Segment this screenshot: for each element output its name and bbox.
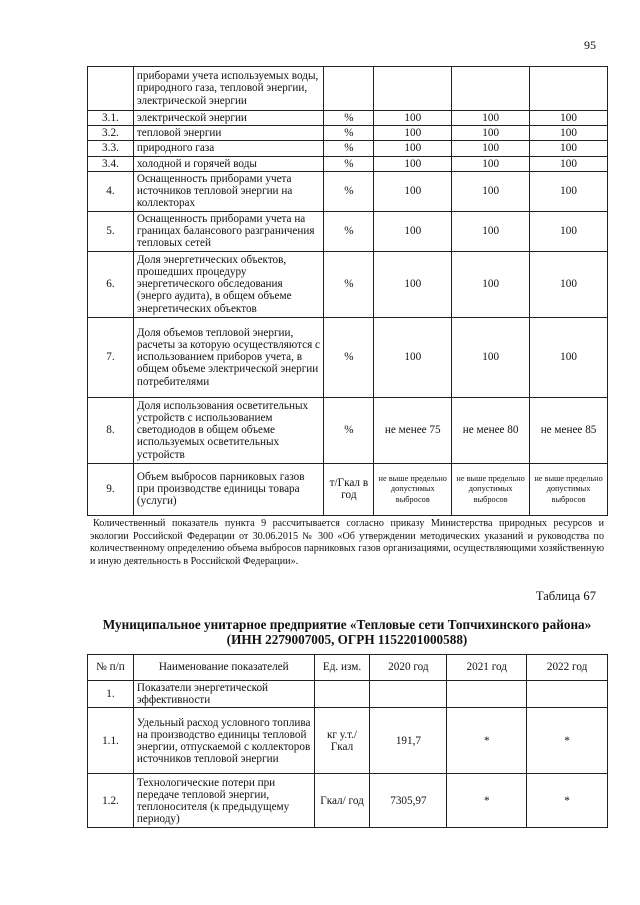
value-2021: 100 (452, 126, 530, 141)
table-row (88, 317, 608, 397)
value-2021: 100 (452, 111, 530, 126)
value-2021: не менее 80 (452, 397, 530, 463)
value-2022: * (527, 774, 608, 828)
table-caption: Таблица 67 (535, 589, 596, 603)
indicators-table-67 (87, 654, 608, 828)
row-number: 8. (88, 397, 134, 463)
value-2021: 100 (452, 171, 530, 211)
value-2020: 100 (374, 156, 452, 171)
header-2021: 2021 год (447, 655, 527, 681)
unit-cell (314, 681, 370, 708)
unit-cell: % (324, 156, 374, 171)
indicators-table-continued (87, 66, 608, 516)
value-2020: 100 (374, 111, 452, 126)
value-2022: 100 (530, 141, 608, 156)
value-2022: 100 (530, 211, 608, 251)
value-2021 (452, 67, 530, 111)
table-row (88, 111, 608, 126)
value-2020 (374, 67, 452, 111)
value-2021 (447, 681, 527, 708)
value-2020: не менее 75 (374, 397, 452, 463)
value-2020: 100 (374, 171, 452, 211)
unit-cell: кг у.т./ Гкал (314, 708, 370, 774)
indicator-name: электрической энергии (133, 111, 324, 126)
value-2020 (370, 681, 447, 708)
value-2021: 100 (452, 251, 530, 317)
row-number: 3.1. (88, 111, 134, 126)
indicator-name: Показатели энергетической эффективности (133, 681, 314, 708)
row-number: 6. (88, 251, 134, 317)
organization-title: Муниципальное унитарное предприятие «Тепловые сети Топчихинского района» (ИНН 2279007005, ОГРН 1152201000588) (102, 617, 592, 647)
value-2021: 100 (452, 156, 530, 171)
value-2022 (527, 681, 608, 708)
table-row (88, 126, 608, 141)
indicator-name: Доля энергетических объектов, прошедших процедуру энергетического обследования (энерго аудита), в общем объеме энергетических объектов (133, 251, 324, 317)
value-2021: 100 (452, 211, 530, 251)
row-number: 3.3. (88, 141, 134, 156)
footnote: Количественный показатель пункта 9 рассчитывается согласно приказу Министерства природных ресурсов и экологии Российской Федерации от 30.06.2015 № 300 «Об утверждении методических указаний и руководства по количественному определению объема выбросов парниковых газов организациями, осуществляющими хозяйственную и иную деятельность в Российской Федерации». (90, 518, 604, 567)
value-2020: 100 (374, 251, 452, 317)
value-2020: не выше предельно допустимых выбросов (374, 463, 452, 515)
value-2020: 100 (374, 211, 452, 251)
row-number: 9. (88, 463, 134, 515)
unit-cell: % (324, 171, 374, 211)
value-2022: не менее 85 (530, 397, 608, 463)
value-2021: 100 (452, 141, 530, 156)
unit-cell: т/Гкал в год (324, 463, 374, 515)
row-number: 1. (88, 681, 134, 708)
header-name: Наименование показателей (133, 655, 314, 681)
table-row (88, 171, 608, 211)
value-2022 (530, 67, 608, 111)
header-2020: 2020 год (370, 655, 447, 681)
table-row (88, 681, 608, 708)
header-2022: 2022 год (527, 655, 608, 681)
table-row (88, 463, 608, 515)
row-number: 5. (88, 211, 134, 251)
unit-cell: % (324, 141, 374, 156)
unit-cell: Гкал/ год (314, 774, 370, 828)
indicator-name: Доля использования осветительных устройств с использованием светодиодов в общем объеме используемых осветительных устройств (133, 397, 324, 463)
indicator-name: Доля объемов тепловой энергии, расчеты за которую осуществляются с использованием приборов учета, в общем объеме электрической энергии потребителями (133, 317, 324, 397)
unit-cell: % (324, 397, 374, 463)
value-2022: * (527, 708, 608, 774)
row-number: 3.4. (88, 156, 134, 171)
value-2022: 100 (530, 111, 608, 126)
value-2022: 100 (530, 317, 608, 397)
table-row (88, 774, 608, 828)
row-number: 7. (88, 317, 134, 397)
row-number: 1.1. (88, 708, 134, 774)
unit-cell: % (324, 126, 374, 141)
table-header-row (88, 655, 608, 681)
value-2021: 100 (452, 317, 530, 397)
value-2022: 100 (530, 156, 608, 171)
value-2021: * (447, 774, 527, 828)
table-row (88, 211, 608, 251)
indicator-name: тепловой энергии (133, 126, 324, 141)
indicator-name: Технологические потери при передаче тепловой энергии, теплоносителя (к предыдущему периоду) (133, 774, 314, 828)
table-row (88, 67, 608, 111)
indicator-name: Оснащенность приборами учета источников тепловой энергии на коллекторах (133, 171, 324, 211)
table-row (88, 251, 608, 317)
value-2022: 100 (530, 251, 608, 317)
value-2020: 191,7 (370, 708, 447, 774)
value-2022: не выше предельно допустимых выбросов (530, 463, 608, 515)
table-row (88, 397, 608, 463)
value-2020: 100 (374, 141, 452, 156)
indicator-name: Объем выбросов парниковых газов при производстве единицы товара (услуги) (133, 463, 324, 515)
value-2021: не выше предельно допустимых выбросов (452, 463, 530, 515)
value-2020: 100 (374, 317, 452, 397)
row-number: 3.2. (88, 126, 134, 141)
indicator-name: Удельный расход условного топлива на производство единицы тепловой энергии, отпускаемой с коллекторов источников тепловой энергии (133, 708, 314, 774)
table-row (88, 708, 608, 774)
row-number: 4. (88, 171, 134, 211)
unit-cell: % (324, 251, 374, 317)
unit-cell: % (324, 317, 374, 397)
header-number: № п/п (88, 655, 134, 681)
value-2020: 7305,97 (370, 774, 447, 828)
table-row (88, 156, 608, 171)
indicator-name: холодной и горячей воды (133, 156, 324, 171)
row-number (88, 67, 134, 111)
unit-cell (324, 67, 374, 111)
page-number: 95 (584, 38, 596, 52)
indicator-name: Оснащенность приборами учета на границах балансового разграничения тепловых сетей (133, 211, 324, 251)
value-2022: 100 (530, 171, 608, 211)
header-unit: Ед. изм. (314, 655, 370, 681)
indicator-name: приборами учета используемых воды, природного газа, тепловой энергии, электрической энергии (133, 67, 324, 111)
table-row (88, 141, 608, 156)
value-2022: 100 (530, 126, 608, 141)
value-2020: 100 (374, 126, 452, 141)
row-number: 1.2. (88, 774, 134, 828)
indicator-name: природного газа (133, 141, 324, 156)
value-2021: * (447, 708, 527, 774)
unit-cell: % (324, 211, 374, 251)
unit-cell: % (324, 111, 374, 126)
